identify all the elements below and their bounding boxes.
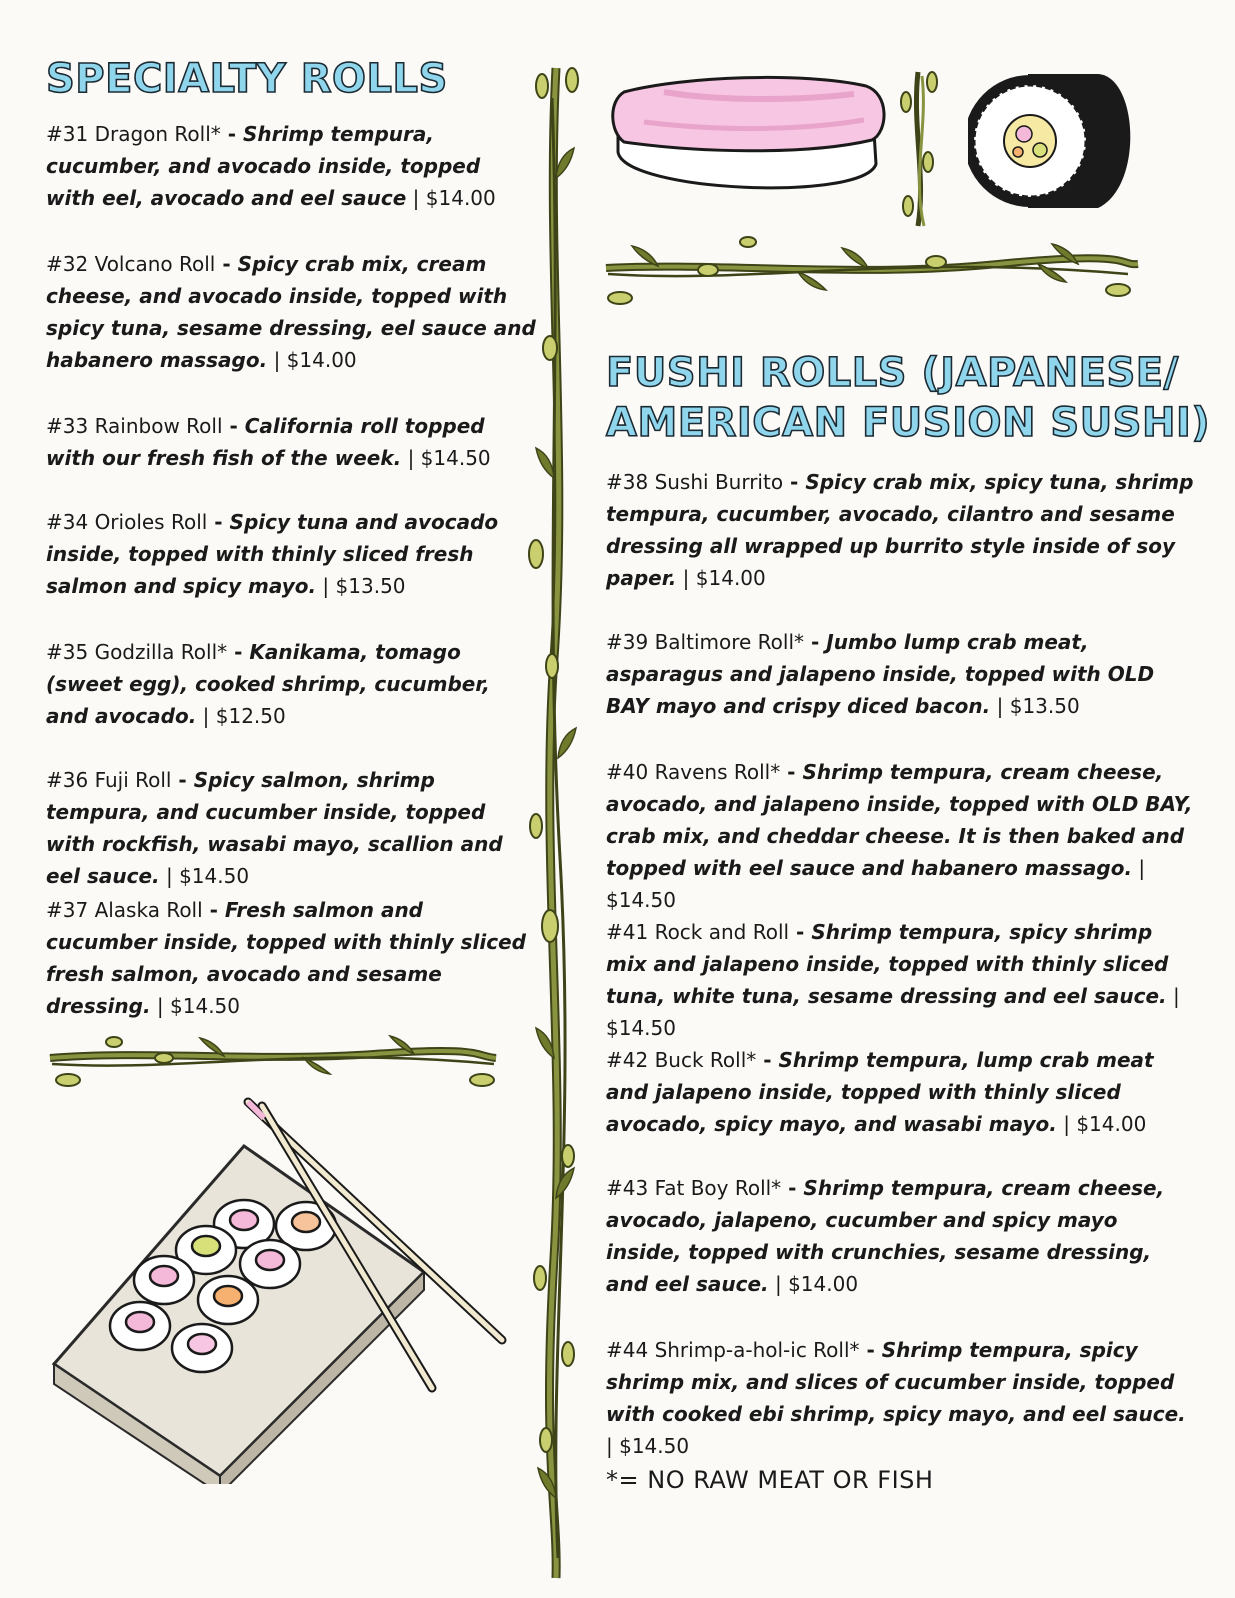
item-separator: - [227,640,250,664]
menu-item [46,248,536,376]
item-name: #44 Shrimp-a-hol-ic Roll* [606,1338,860,1362]
item-price: $14.50 [170,994,240,1018]
item-separator: - [789,920,812,944]
item-price: $14.00 [425,186,496,210]
item-description: Kanikama, tomago (sweet egg), cooked shrimp, cucumber, and avocado. [46,640,490,728]
item-price: $14.50 [420,446,491,470]
item-name: #32 Volcano Roll [46,252,216,276]
item-separator: - [780,760,803,784]
item-separator: - [804,630,827,654]
item-separator: - [222,414,245,438]
item-separator: - [756,1048,779,1072]
item-price: $12.50 [215,704,286,728]
item-description: Shrimp tempura, cream cheese, avocado, and jalapeno inside, topped with OLD BAY, crab mix, and cheddar cheese. It is then baked and topped with eel sauce and habanero massago. [606,760,1193,880]
footnote: *= NO RAW MEAT OR FISH [606,1466,934,1494]
item-separator: - [171,768,194,792]
item-name: #36 Fuji Roll [46,768,172,792]
price-separator: | [606,1434,620,1458]
item-price: $14.50 [606,888,676,912]
item-description: Spicy tuna and avocado inside, topped with thinly sliced fresh salmon and spicy mayo. [46,510,499,598]
menu-item [46,506,536,602]
price-separator: | [990,694,1010,718]
item-description: Shrimp tempura, spicy shrimp mix and jalapeno inside, topped with thinly sliced tuna, white tuna, sesame dressing and eel sauce. [606,920,1169,1008]
item-price: $14.00 [286,348,357,372]
item-name: #37 Alaska Roll [46,898,203,922]
item-name: #33 Rainbow Roll [46,414,223,438]
item-price: $14.50 [606,1016,676,1040]
menu-item [46,636,536,732]
item-separator: - [859,1338,882,1362]
vine-divider-vertical-icon [528,58,584,1588]
item-price: $14.50 [179,864,250,888]
menu-item [606,1334,1196,1462]
price-separator: | [196,704,216,728]
item-name: #34 Orioles Roll [46,510,208,534]
item-price: $14.00 [1076,1112,1147,1136]
menu-item [606,916,1196,1044]
item-name: #39 Baltimore Roll* [606,630,805,654]
item-description: Shrimp tempura, spicy shrimp mix, and slices of cucumber inside, topped with cooked ebi shrimp, spicy mayo, and eel sauce. [606,1338,1186,1426]
item-description: Spicy crab mix, spicy tuna, shrimp tempura, cucumber, avocado, cilantro and sesame dressing all wrapped up burrito style inside of soy paper. [606,470,1194,590]
item-description: Spicy salmon, shrimp tempura, and cucumber inside, topped with rockfish, wasabi mayo, scallion and eel sauce. [46,768,503,888]
menu-item [606,1172,1196,1300]
item-description: Jumbo lump crab meat, asparagus and jalapeno inside, topped with OLD BAY mayo and crispy diced bacon. [606,630,1155,718]
item-description: Spicy crab mix, cream cheese, and avocado inside, topped with spicy tuna, sesame dressing, eel sauce and habanero massago. [46,252,536,372]
menu-item [46,118,536,214]
item-separator: - [207,510,230,534]
item-name: #40 Ravens Roll* [606,760,781,784]
chopsticks-illustration [236,1094,516,1394]
price-separator: | [1166,984,1180,1008]
nigiri-sushi-illustration [604,72,894,212]
price-separator: | [676,566,696,590]
price-separator: | [406,186,426,210]
fushi-heading-line-2: AMERICAN FUSION SUSHI) [606,400,1211,446]
item-price: $13.50 [335,574,406,598]
item-description: Shrimp tempura, cucumber, and avocado inside, topped with eel, avocado and eel sauce [46,122,481,210]
item-description: California roll topped with our fresh fish of the week. [46,414,485,470]
item-price: $13.50 [1009,694,1080,718]
price-separator: | [159,864,180,888]
vine-divider-icon [44,1032,504,1092]
menu-item [46,410,536,474]
vine-divider-icon [598,234,1146,310]
item-name: #38 Sushi Burrito [606,470,784,494]
item-name: #41 Rock and Roll [606,920,790,944]
item-description: Shrimp tempura, cream cheese, avocado, jalapeno, cucumber and spicy mayo inside, topped with crunchies, sesame dressing, and eel sauce. [606,1176,1165,1296]
maki-roll-illustration [968,66,1148,216]
price-separator: | [1132,856,1146,880]
menu-item [606,626,1196,722]
item-price: $14.50 [619,1434,690,1458]
fushi-rolls-heading [606,348,1216,448]
item-description: Shrimp tempura, lump crab meat and jalapeno inside, topped with thinly sliced avocado, spicy mayo, and wasabi mayo. [606,1048,1154,1136]
item-description: Fresh salmon and cucumber inside, topped with thinly sliced fresh salmon, avocado and sesame dressing. [46,898,526,1018]
item-separator: - [220,122,243,146]
item-name: #31 Dragon Roll* [46,122,221,146]
item-separator: - [215,252,238,276]
item-name: #43 Fat Boy Roll* [606,1176,782,1200]
item-price: $14.00 [788,1272,859,1296]
menu-item [606,466,1196,594]
item-price: $14.00 [695,566,766,590]
fushi-heading-line-1: FUSHI ROLLS (JAPANESE/ [606,350,1179,396]
item-separator: - [781,1176,804,1200]
item-name: #35 Godzilla Roll* [46,640,228,664]
price-separator: | [1056,1112,1077,1136]
price-separator: | [768,1272,789,1296]
price-separator: | [401,446,421,470]
item-separator: - [783,470,806,494]
menu-item [46,894,536,1022]
item-separator: - [202,898,225,922]
menu-item [606,756,1196,916]
specialty-rolls-heading: SPECIALTY ROLLS [46,56,448,102]
item-name: #42 Buck Roll* [606,1048,757,1072]
vine-sprig-icon [898,66,942,232]
price-separator: | [150,994,171,1018]
price-separator: | [267,348,287,372]
menu-item [46,764,536,892]
price-separator: | [316,574,336,598]
menu-item [606,1044,1196,1140]
